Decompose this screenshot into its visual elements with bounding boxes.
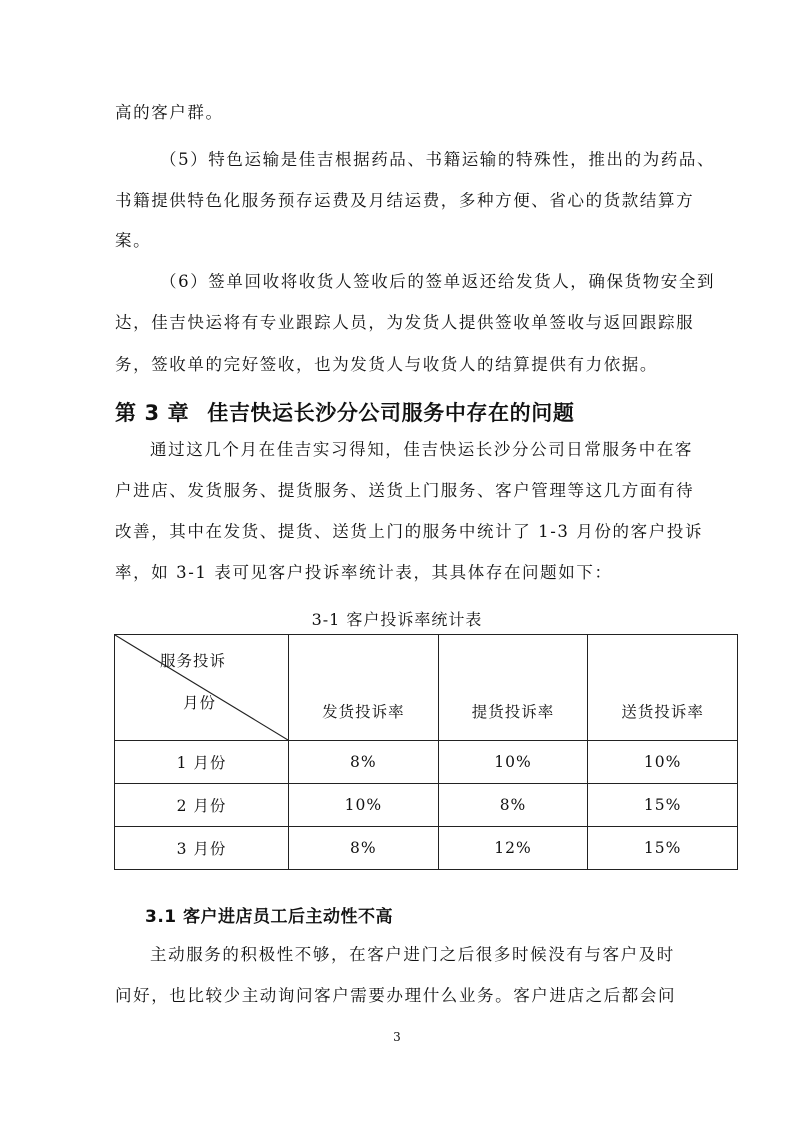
chapter-heading bbox=[115, 397, 574, 427]
table-cell: 12% bbox=[438, 827, 588, 870]
section-heading: 3.1 客户进店员工后主动性不高 bbox=[145, 907, 394, 927]
table-row bbox=[115, 827, 738, 870]
table-caption: 3-1 客户投诉率统计表 bbox=[311, 610, 483, 629]
table-cell: 15% bbox=[588, 827, 738, 870]
month-cell: 2 月份 bbox=[115, 784, 289, 827]
table-header-cell: 送货投诉率 bbox=[588, 635, 738, 741]
paragraph-line: 问好，也比较少主动询问客户需要办理什么业务。客户进店之后都会问 bbox=[115, 986, 677, 1005]
page-number: 3 bbox=[393, 1030, 401, 1044]
table-cell: 10% bbox=[289, 784, 439, 827]
table-cell: 8% bbox=[289, 741, 439, 784]
paragraph-line: （6）签单回收将收货人签收后的签单返还给发货人，确保货物安全到 bbox=[160, 272, 716, 291]
table-header-row bbox=[115, 635, 738, 741]
paragraph-line: 改善，其中在发货、提货、送货上门的服务中统计了 1-3 月份的客户投诉 bbox=[115, 522, 704, 541]
paragraph-line: （5）特色运输是佳吉根据药品、书籍运输的特殊性，推出的为药品、 bbox=[160, 150, 716, 169]
corner-bottom-label: 月份 bbox=[183, 694, 217, 712]
table-cell: 8% bbox=[289, 827, 439, 870]
table-header-cell: 提货投诉率 bbox=[438, 635, 588, 741]
paragraph-line: 务，签收单的完好签收，也为发货人与收货人的结算提供有力依据。 bbox=[115, 355, 658, 374]
paragraph-line: 户进店、发货服务、提货服务、送货上门服务、客户管理等这几方面有待 bbox=[115, 481, 695, 500]
paragraph-line: 主动服务的积极性不够，在客户进门之后很多时候没有与客户及时 bbox=[150, 945, 675, 964]
month-cell: 1 月份 bbox=[115, 741, 289, 784]
table-cell: 15% bbox=[588, 784, 738, 827]
table-row bbox=[115, 784, 738, 827]
chapter-title: 佳吉快运长沙分公司服务中存在的问题 bbox=[207, 401, 575, 425]
paragraph-line: 达，佳吉快运将有专业跟踪人员，为发货人提供签收单签收与返回跟踪服 bbox=[115, 313, 695, 332]
chapter-number: 第 3 章 bbox=[115, 401, 190, 425]
paragraph-line: 高的客户群。 bbox=[115, 103, 224, 122]
table-header-cell: 发货投诉率 bbox=[289, 635, 439, 741]
complaint-rate-table bbox=[114, 634, 738, 870]
paragraph-line: 率，如 3-1 表可见客户投诉率统计表，其具体存在问题如下： bbox=[115, 563, 613, 582]
table-cell: 10% bbox=[588, 741, 738, 784]
corner-top-label: 服务投诉 bbox=[160, 652, 227, 670]
table-corner-cell bbox=[115, 635, 289, 741]
month-cell: 3 月份 bbox=[115, 827, 289, 870]
table-cell: 8% bbox=[438, 784, 588, 827]
paragraph-line: 书籍提供特色化服务预存运费及月结运费，多种方便、省心的货款结算方 bbox=[115, 191, 695, 210]
paragraph-line: 案。 bbox=[115, 231, 152, 250]
table-row bbox=[115, 741, 738, 784]
table-cell: 10% bbox=[438, 741, 588, 784]
paragraph-line: 通过这几个月在佳吉实习得知，佳吉快运长沙分公司日常服务中在客 bbox=[150, 440, 693, 459]
